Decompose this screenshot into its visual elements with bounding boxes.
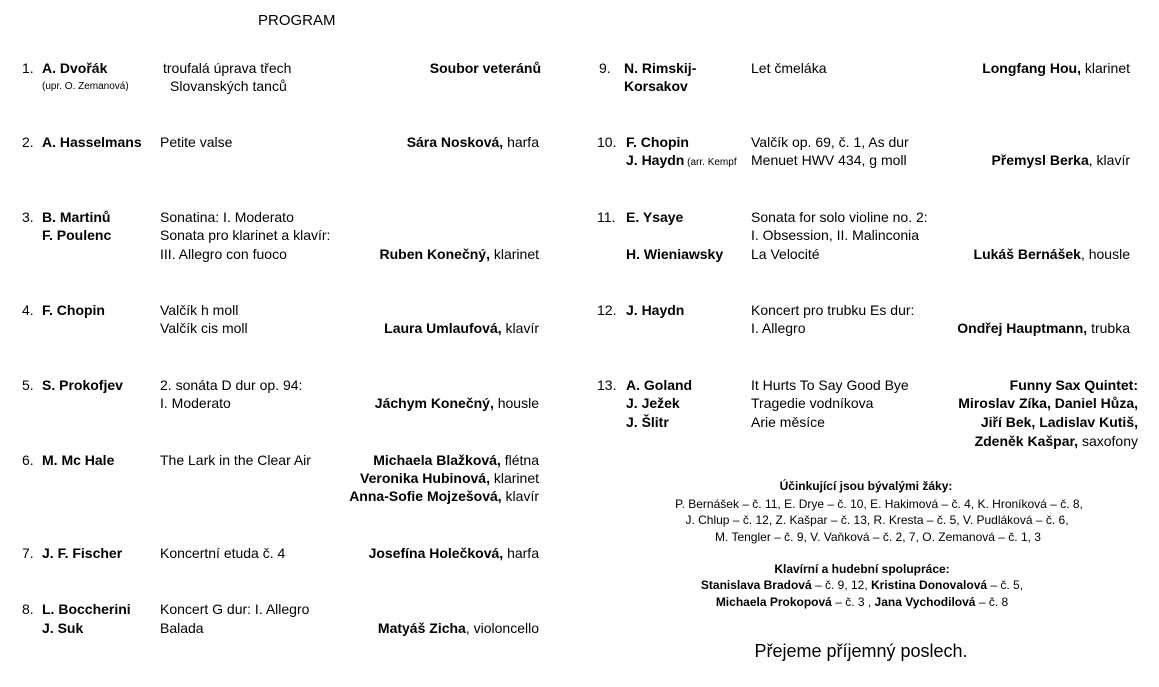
performer-instrument: klarinet: [1080, 60, 1130, 76]
performer: [982, 59, 1130, 77]
item-number: 7.: [22, 545, 34, 561]
accompanist-name: Michaela Prokopová: [715, 595, 832, 609]
performer-instrument: klarinet: [489, 246, 539, 262]
performer: [957, 319, 1130, 337]
item-number: 9.: [599, 60, 611, 76]
performer-instrument: saxofony: [1078, 433, 1138, 449]
composer: H. Wieniawsky: [626, 246, 724, 262]
composer: B. Martinů: [42, 209, 111, 225]
accompaniment-line: [602, 594, 1122, 611]
performer-name: Přemysl Berka: [991, 152, 1089, 168]
accompanist-name: Stanislava Bradová: [700, 578, 812, 592]
composer: F. Chopin: [626, 134, 689, 150]
arrangement-note: (arr. Kempf: [684, 157, 737, 168]
composer: L. Boccherini: [42, 601, 131, 617]
work-title: Sonata for solo violine no. 2:: [751, 209, 928, 225]
performer-name: Laura Umlaufová,: [384, 320, 502, 336]
performer-name: Matyáš Zicha: [377, 620, 466, 636]
performer: [430, 59, 541, 77]
composer: F. Chopin: [42, 302, 105, 318]
item-number: 4.: [22, 302, 34, 318]
work-title: Arie měsíce: [751, 414, 825, 430]
performer-name: Jáchym Konečný,: [374, 395, 494, 411]
work-title: Petite valse: [160, 134, 233, 150]
accompanist-items: – č. 5,: [987, 578, 1024, 592]
composer: F. Poulenc: [42, 227, 112, 243]
performer-name: Anna-Sofie Mojzešová,: [349, 488, 502, 504]
performer-name: Ondřej Hauptmann,: [957, 320, 1088, 336]
work-title: III. Allegro con fuoco: [160, 246, 287, 262]
composer: E. Ysaye: [626, 209, 684, 225]
accompanist-name: Jana Vychodilová: [874, 595, 976, 609]
work-title: Koncertní etuda č. 4: [160, 545, 286, 561]
performer: [991, 151, 1130, 169]
work-title: Valčík op. 69, č. 1, As dur: [751, 134, 909, 150]
performer: [974, 245, 1130, 263]
composer: N. Rimskij-: [624, 60, 697, 76]
performer-instrument: housle: [493, 395, 539, 411]
item-number: 13.: [597, 377, 617, 393]
item-number: 2.: [22, 134, 34, 150]
former-students-line: M. Tengler – č. 9, V. Vaňková – č. 2, 7, O. Zemanová – č. 1, 3: [715, 530, 1041, 544]
work-title: Balada: [160, 620, 204, 636]
former-students-heading: Účinkující jsou bývalými žáky:: [779, 479, 953, 493]
work-title: Menuet HWV 434, g moll: [751, 152, 907, 168]
work-title: Valčík h moll: [160, 302, 239, 318]
performer: [375, 394, 539, 412]
work-title: I. Allegro: [751, 320, 806, 336]
performer-instrument: klavír: [501, 488, 539, 504]
composer-name: J. Haydn: [626, 152, 685, 168]
performer: [378, 619, 539, 637]
performer-name: Josefína Holečková,: [368, 545, 504, 561]
item-number: 5.: [22, 377, 34, 393]
accompanist-items: – č. 3 ,: [831, 595, 875, 609]
former-students-line: P. Bernášek – č. 11, E. Drye – č. 10, E. Hakimová – č. 4, K. Hroníková – č. 8,: [675, 497, 1083, 511]
item-number: 6.: [22, 452, 34, 468]
item-number: 3.: [22, 209, 34, 225]
work-title: La Velocité: [751, 246, 820, 262]
performer-instrument: trubka: [1087, 320, 1130, 336]
accompanist-items: – č. 9, 12,: [811, 578, 872, 592]
page-title: PROGRAM: [258, 12, 336, 29]
work-title: Let čmeláka: [751, 60, 827, 76]
work-title: I. Obsession, II. Malinconia: [751, 227, 920, 243]
performer-name: Lukáš Bernášek: [973, 246, 1081, 262]
work-title: The Lark in the Clear Air: [160, 452, 311, 468]
former-students-line: J. Chlup – č. 12, Z. Kašpar – č. 13, R. Kresta – č. 5, V. Pudláková – č. 6,: [685, 513, 1069, 527]
composer: J. Suk: [42, 620, 84, 636]
performer-instrument: flétna: [500, 452, 539, 468]
composer: Korsakov: [624, 78, 688, 94]
performer: [349, 487, 539, 505]
work-title: It Hurts To Say Good Bye: [751, 377, 909, 393]
arrangement-note: (upr. O. Zemanová): [42, 81, 129, 92]
composer: J. Šlitr: [626, 414, 669, 430]
work-title: Koncert G dur: I. Allegro: [160, 601, 310, 617]
composer: A. Hasselmans: [42, 134, 142, 150]
performer-instrument: , housle: [1080, 246, 1130, 262]
performer-name: Sára Nosková,: [406, 134, 504, 150]
work-title: Slovanských tanců: [170, 78, 287, 94]
performer: [380, 245, 540, 263]
performer-name: Veronika Hubinová,: [360, 470, 490, 486]
accompaniment-heading: Klavírní a hudební spolupráce:: [774, 562, 950, 576]
performer-instrument: , violoncello: [465, 620, 539, 636]
work-title: Koncert pro trubku Es dur:: [751, 302, 915, 318]
performer-name: Longfang Hou,: [982, 60, 1081, 76]
item-number: 11.: [597, 209, 616, 225]
performer: [407, 133, 539, 151]
work-title: troufalá úprava třech: [163, 60, 292, 76]
item-number: 10.: [597, 134, 617, 150]
accompanist-items: – č. 8: [975, 595, 1009, 609]
performer-name: Miroslav Zíka, Daniel Hůza,: [958, 395, 1138, 411]
ensemble-name: Funny Sax Quintet:: [1009, 377, 1138, 393]
accompanist-name: Kristina Donovalová: [871, 578, 988, 592]
performer-instrument: harfa: [503, 134, 539, 150]
performer-instrument: harfa: [503, 545, 539, 561]
item-number: 8.: [22, 601, 34, 617]
work-title: Valčík cis moll: [160, 320, 248, 336]
work-title: Sonatina: I. Moderato: [160, 209, 294, 225]
composer: S. Prokofjev: [42, 377, 123, 393]
item-number: 12.: [597, 302, 617, 318]
item-number: 1.: [22, 60, 34, 76]
performer-name: Jiří Bek, Ladislav Kutiš,: [980, 414, 1138, 430]
performer: [373, 451, 539, 469]
composer: J. F. Fischer: [42, 545, 123, 561]
work-title: Tragedie vodníkova: [751, 395, 874, 411]
composer: M. Mc Hale: [42, 452, 115, 468]
composer: A. Dvořák: [42, 60, 108, 76]
performer-name: Ruben Konečný,: [379, 246, 490, 262]
performer-instrument: klavír: [501, 320, 539, 336]
performer-name: Michaela Blažková,: [373, 452, 501, 468]
performer-instrument: , klavír: [1088, 152, 1130, 168]
composer: A. Goland: [626, 377, 693, 393]
composer: [626, 151, 737, 172]
greeting: Přejeme příjemný poslech.: [754, 641, 968, 661]
composer: J. Haydn: [626, 302, 685, 318]
performer: [975, 432, 1138, 450]
performer: [384, 319, 539, 337]
performer-instrument: klarinet: [489, 470, 539, 486]
work-title: Sonata pro klarinet a klavír:: [160, 227, 331, 243]
accompaniment-line: [602, 577, 1122, 594]
performer: [369, 544, 539, 562]
performer: [360, 469, 539, 487]
composer: J. Ježek: [626, 395, 680, 411]
work-title: I. Moderato: [160, 395, 231, 411]
performer-name: Zdeněk Kašpar,: [974, 433, 1079, 449]
work-title: 2. sonáta D dur op. 94:: [160, 377, 303, 393]
performer-name: Soubor veteránů: [429, 60, 541, 76]
